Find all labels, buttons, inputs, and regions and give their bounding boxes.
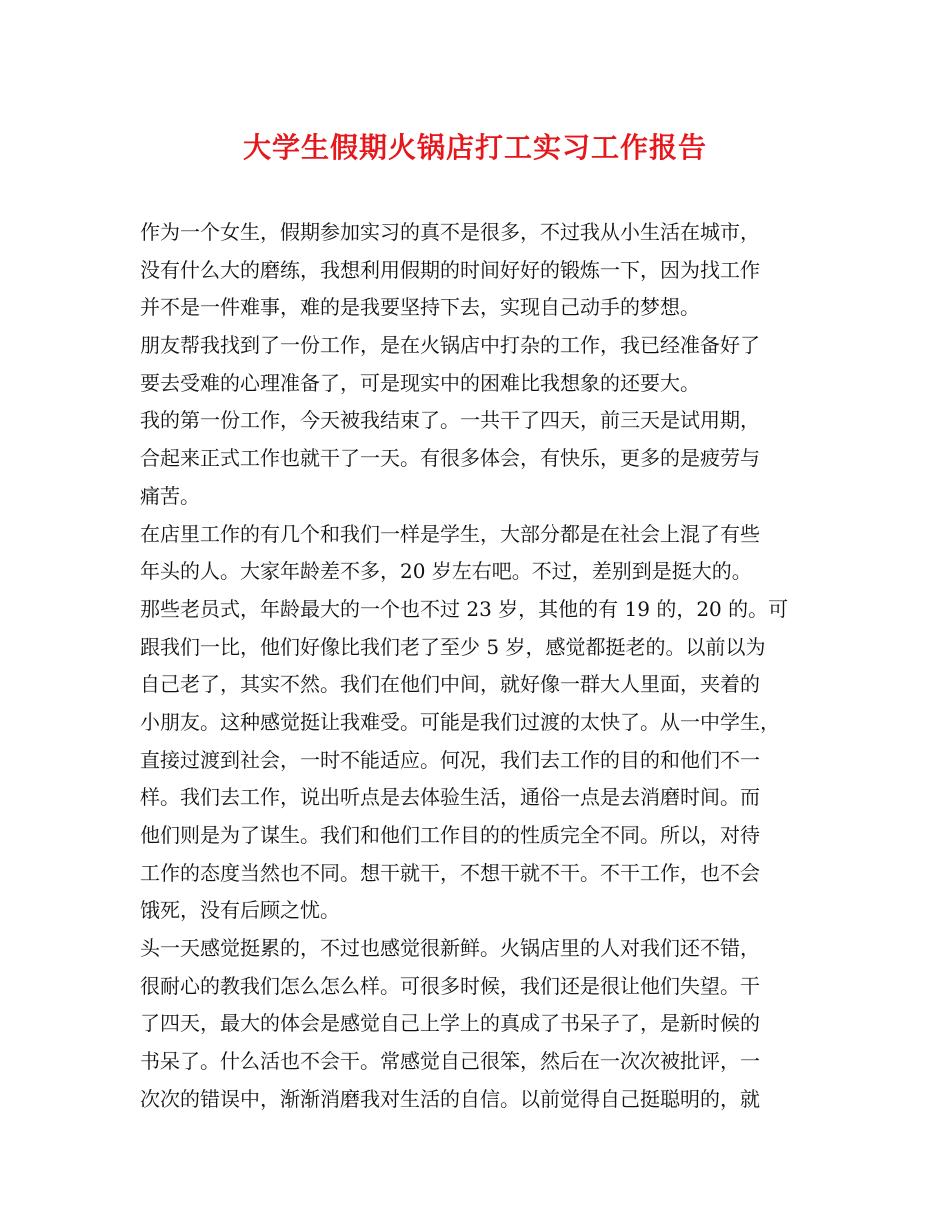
document-body bbox=[140, 214, 830, 1119]
body-line: 跟我们一比，他们好像比我们老了至少 5 岁，感觉都挺老的。以前以为 bbox=[140, 634, 766, 659]
body-line: 那些老员式，年龄最大的一个也不过 23 岁，其他的有 19 的，20 的。可 bbox=[140, 596, 789, 621]
body-line: 我的第一份工作，今天被我结束了。一共干了四天，前三天是试用期， bbox=[140, 408, 760, 433]
body-line: 合起来正式工作也就干了一天。有很多体会，有快乐，更多的是疲劳与 bbox=[140, 446, 760, 471]
body-line: 年头的人。大家年龄差不多，20 岁左右吧。不过，差别到是挺大的。 bbox=[140, 559, 752, 584]
body-line: 样。我们去工作，说出听点是去体验生活，通俗一点是去消磨时间。而 bbox=[140, 785, 760, 810]
body-line: 并不是一件难事，难的是我要坚持下去，实现自己动手的梦想。 bbox=[140, 295, 700, 320]
body-line: 要去受难的心理准备了，可是现实中的困难比我想象的还要大。 bbox=[140, 370, 700, 395]
body-line: 在店里工作的有几个和我们一样是学生，大部分都是在社会上混了有些 bbox=[140, 521, 760, 546]
body-line: 自己老了，其实不然。我们在他们中间，就好像一群大人里面，夹着的 bbox=[140, 672, 760, 697]
body-line: 痛苦。 bbox=[140, 483, 200, 508]
body-line: 头一天感觉挺累的，不过也感觉很新鲜。火锅店里的人对我们还不错， bbox=[140, 936, 760, 961]
body-line: 工作的态度当然也不同。想干就干，不想干就不干。不干工作，也不会 bbox=[140, 860, 760, 885]
body-line: 了四天，最大的体会是感觉自己上学上的真成了书呆子了，是新时候的 bbox=[140, 1011, 760, 1036]
body-line: 没有什么大的磨练，我想利用假期的时间好好的锻炼一下，因为找工作 bbox=[140, 257, 760, 282]
body-line: 次次的错误中，渐渐消磨我对生活的自信。以前觉得自己挺聪明的，就 bbox=[140, 1086, 760, 1111]
body-line: 直接过渡到社会，一时不能适应。何况，我们去工作的目的和他们不一 bbox=[140, 747, 760, 772]
body-line: 朋友帮我找到了一份工作，是在火锅店中打杂的工作，我已经准备好了 bbox=[140, 333, 760, 358]
body-line: 很耐心的教我们怎么怎么样。可很多时候，我们还是很让他们失望。干 bbox=[140, 973, 760, 998]
document-title: 大学生假期火锅店打工实习工作报告 bbox=[242, 131, 707, 164]
body-line: 书呆了。什么活也不会干。常感觉自己很笨，然后在一次次被批评，一 bbox=[140, 1049, 760, 1074]
body-line: 小朋友。这种感觉挺让我难受。可能是我们过渡的太快了。从一中学生， bbox=[140, 709, 780, 734]
body-line: 他们则是为了谋生。我们和他们工作目的的性质完全不同。所以，对待 bbox=[140, 823, 760, 847]
body-line: 作为一个女生，假期参加实习的真不是很多，不过我从小生活在城市， bbox=[140, 220, 760, 244]
body-line: 饿死，没有后顾之忧。 bbox=[140, 898, 340, 923]
